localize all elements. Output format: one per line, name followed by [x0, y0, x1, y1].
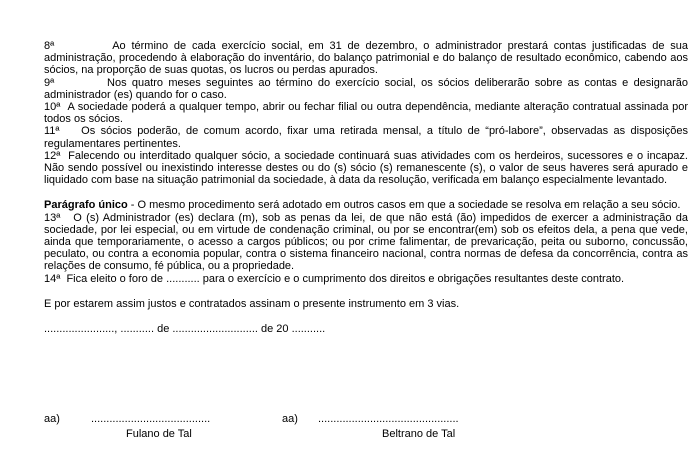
contract-body: [44, 40, 688, 335]
clause-text: Falecendo ou interditado qualquer sócio, a sociedade continuará suas atividades com os herdeiros, sucessores e o incapaz. Não sendo possível ou inexistindo interesse destes ou do (s) sócio (s) remanescente (s), o valor de seus haveres será apurado e liquidado com base na situação patrimonial da sociedade, à data da resolução, verificada em balanço especialmente levantado.: [44, 149, 688, 187]
signature-left-line: .......................................: [91, 413, 211, 425]
clause-number: 11ª: [44, 125, 60, 138]
clause-number: 14ª: [44, 272, 61, 285]
signature-right-line: ..............................................: [318, 413, 459, 425]
clause-11: [44, 125, 688, 149]
clause-number: 12ª: [44, 149, 61, 162]
paragrafo-unico: [44, 199, 688, 211]
clause-text: A sociedade poderá a qualquer tempo, abrir ou fechar filial ou outra dependência, mediante alteração contratual assinada por todos os sócios.: [44, 101, 688, 126]
signature-row: [44, 413, 688, 425]
clause-8: [44, 40, 688, 77]
date-line: ......................., ........... de ............................ de 20 ...........: [44, 323, 326, 336]
paragrafo-unico-title: Parágrafo único: [44, 199, 128, 212]
clause-text: Os sócios poderão, de comum acordo, fixar uma retirada mensal, a título de “pró-labore”, observadas as disposições regulamentares pertinentes.: [44, 125, 688, 150]
clause-number: 10ª: [44, 101, 61, 114]
signatory-names: [44, 428, 688, 440]
signatory-right-name: Beltrano de Tal: [382, 428, 456, 440]
paragrafo-unico-text: - O mesmo procedimento será adotado em outros casos em que a sociedade se resolva em relação a seu sócio.: [127, 199, 681, 212]
clause-text: Fica eleito o foro de ........... para o exercício e o cumprimento dos direitos e obrigações resultantes deste contrato.: [66, 272, 625, 285]
signature-left-prefix: aa): [44, 413, 60, 425]
clause-number: 9ª: [44, 76, 55, 89]
clause-text: Ao término de cada exercício social, em 31 de dezembro, o administrador prestará contas justificadas de sua administração, procedendo à elaboração do inventário, do balanço patrimonial e do balanço de resultado econômico, cabendo aos sócios, na proporção de suas quotas, os lucros ou perdas apurados.: [44, 40, 688, 77]
signature-right-prefix: aa): [282, 413, 298, 425]
clause-10: [44, 101, 688, 125]
clause-13: [44, 212, 688, 273]
clause-number: 13ª: [44, 211, 61, 224]
clause-number: 8ª: [44, 40, 55, 52]
clause-12: [44, 150, 688, 187]
clause-9: [44, 77, 688, 101]
clause-text: Nos quatro meses seguintes ao término do exercício social, os sócios deliberarão sobre as contas e designarão administrador (es) quando for o caso.: [44, 76, 689, 101]
clause-14: [44, 273, 688, 285]
signatory-left-name: Fulano de Tal: [126, 428, 192, 440]
clause-text: O (s) Administrador (es) declara (m), sob as penas da lei, de que não está (ão) impedidos de exercer a administração da sociedade, por lei especial, ou em virtude de condenação criminal, ou por se encontrar(em) sob os efeitos dela, a pena que vede, ainda que temporariamente, o acesso a cargos públicos; ou por crime falimentar, de prevaricação, peita ou suborno, concussão, peculato, ou contra a economia popular, contra o sistema financeiro nacional, contra normas de defesa da concorrência, contra as relações de consumo, fé pública, ou a propriedade.: [44, 211, 688, 273]
closing-statement: E por estarem assim justos e contratados assinam o presente instrumento em 3 vias.: [44, 297, 460, 310]
